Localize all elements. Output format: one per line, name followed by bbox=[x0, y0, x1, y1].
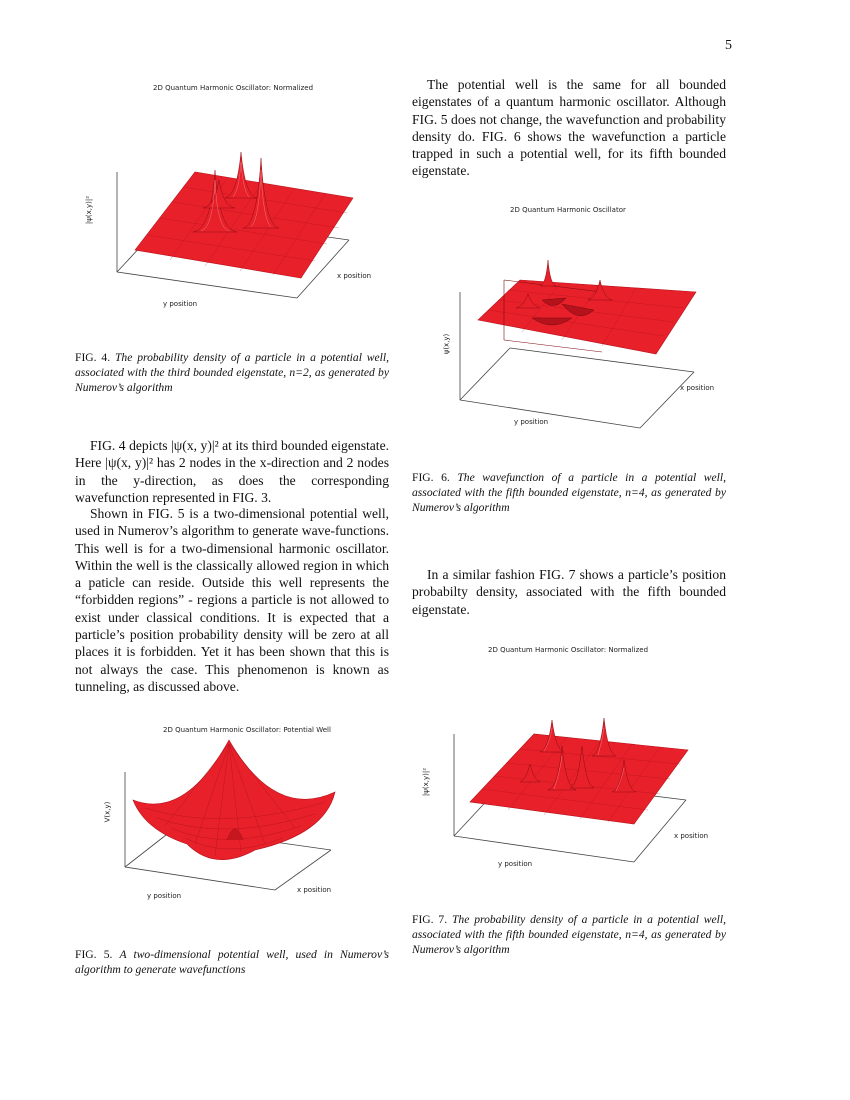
figure-6-plot bbox=[412, 200, 732, 440]
figure-7-title: 2D Quantum Harmonic Oscillator: Normalized bbox=[488, 646, 649, 654]
figure-4-zlabel: |ψ(x,y)|² bbox=[85, 195, 94, 225]
figure-5 bbox=[75, 722, 395, 912]
figure-4 bbox=[75, 80, 395, 340]
figure-5-plot bbox=[75, 722, 395, 912]
figure-6-caption bbox=[412, 470, 726, 515]
figure-7-plot bbox=[412, 642, 732, 882]
figure-5-caption bbox=[75, 947, 389, 977]
figure-7-caption-label: FIG. 7. bbox=[412, 913, 448, 926]
figure-5-title: 2D Quantum Harmonic Oscillator: Potential Well bbox=[163, 726, 331, 734]
figure-4-xlabel: x position bbox=[337, 272, 372, 280]
figure-4-ylabel: y position bbox=[163, 300, 198, 308]
figure-6-caption-label: FIG. 6. bbox=[412, 471, 450, 484]
figure-7-xlabel: x position bbox=[674, 832, 709, 840]
figure-6-xlabel: x position bbox=[680, 384, 715, 392]
figure-7-ylabel: y position bbox=[498, 860, 533, 868]
figure-7-caption bbox=[412, 912, 726, 957]
right-paragraph-2: In a similar fashion FIG. 7 shows a particle’s position probabilty density, associated with the fifth bounded eigenstate. bbox=[412, 567, 726, 617]
figure-4-title: 2D Quantum Harmonic Oscillator: Normalized bbox=[153, 84, 314, 92]
figure-4-plot bbox=[75, 80, 395, 320]
figure-6-zlabel: ψ(x,y) bbox=[442, 333, 451, 355]
figure-5-ylabel: y position bbox=[147, 892, 182, 900]
figure-5-zlabel: V(x,y) bbox=[103, 801, 112, 823]
right-paragraph-1: The potential well is the same for all bounded eigenstates of a quantum harmonic oscillator. Although FIG. 5 does not change, the wavefunction and probability density do. FIG. 6 shows the wavefunction a particle trapped in such a potential well, for its fifth bounded eigenstate. bbox=[412, 77, 726, 179]
figure-4-caption-label: FIG. 4. bbox=[75, 351, 111, 364]
figure-7-zlabel: |ψ(x,y)|² bbox=[422, 767, 431, 797]
figure-6-caption-text: The wavefunction of a particle in a potential well, associated with the fifth bounded eigenstate, n=4, as generated by Numerov’s algorithm bbox=[412, 471, 726, 514]
figure-5-caption-label: FIG. 5. bbox=[75, 948, 113, 961]
figure-6-ylabel: y position bbox=[514, 418, 549, 426]
page-number: 5 bbox=[725, 38, 732, 53]
figure-6-title: 2D Quantum Harmonic Oscillator bbox=[510, 206, 626, 214]
figure-5-caption-text: A two-dimensional potential well, used in Numerov’s algorithm to generate wavefunctions bbox=[75, 948, 389, 976]
left-paragraph-1: FIG. 4 depicts |ψ(x, y)|² at its third bounded eigenstate. Here |ψ(x, y)|² has 2 nodes in the x-direction and 2 nodes in the y-direction, as does the corresponding wavefunction represented in FIG. 3. bbox=[75, 438, 389, 505]
figure-4-caption-text: The probability density of a particle in a potential well, associated with the third bounded eigenstate, n=2, as generated by Numerov’s algorithm bbox=[75, 351, 389, 394]
figure-5-xlabel: x position bbox=[297, 886, 332, 894]
figure-4-caption bbox=[75, 350, 389, 395]
figure-7-caption-text: The probability density of a particle in a potential well, associated with the fifth bounded eigenstate, n=4, as generated by Numerov’s algorithm bbox=[412, 913, 726, 956]
figure-6 bbox=[412, 200, 732, 440]
left-paragraph-2: Shown in FIG. 5 is a two-dimensional potential well, used in Numerov’s algorithm to generate wave-functions. This well is for a two-dimensional harmonic oscillator. Within the well is the classically allowed region in which a paticle can reside. Outside this well represents the “forbidden regions” - regions a particle is not allowed to exist under classical conditions. It is expected that a particle’s position probability density will be zero at all places it is forbidden. Yet it has been shown that this is not always the case. This phenomenon is known as tunneling, as discussed above. bbox=[75, 506, 389, 694]
figure-7 bbox=[412, 642, 732, 882]
